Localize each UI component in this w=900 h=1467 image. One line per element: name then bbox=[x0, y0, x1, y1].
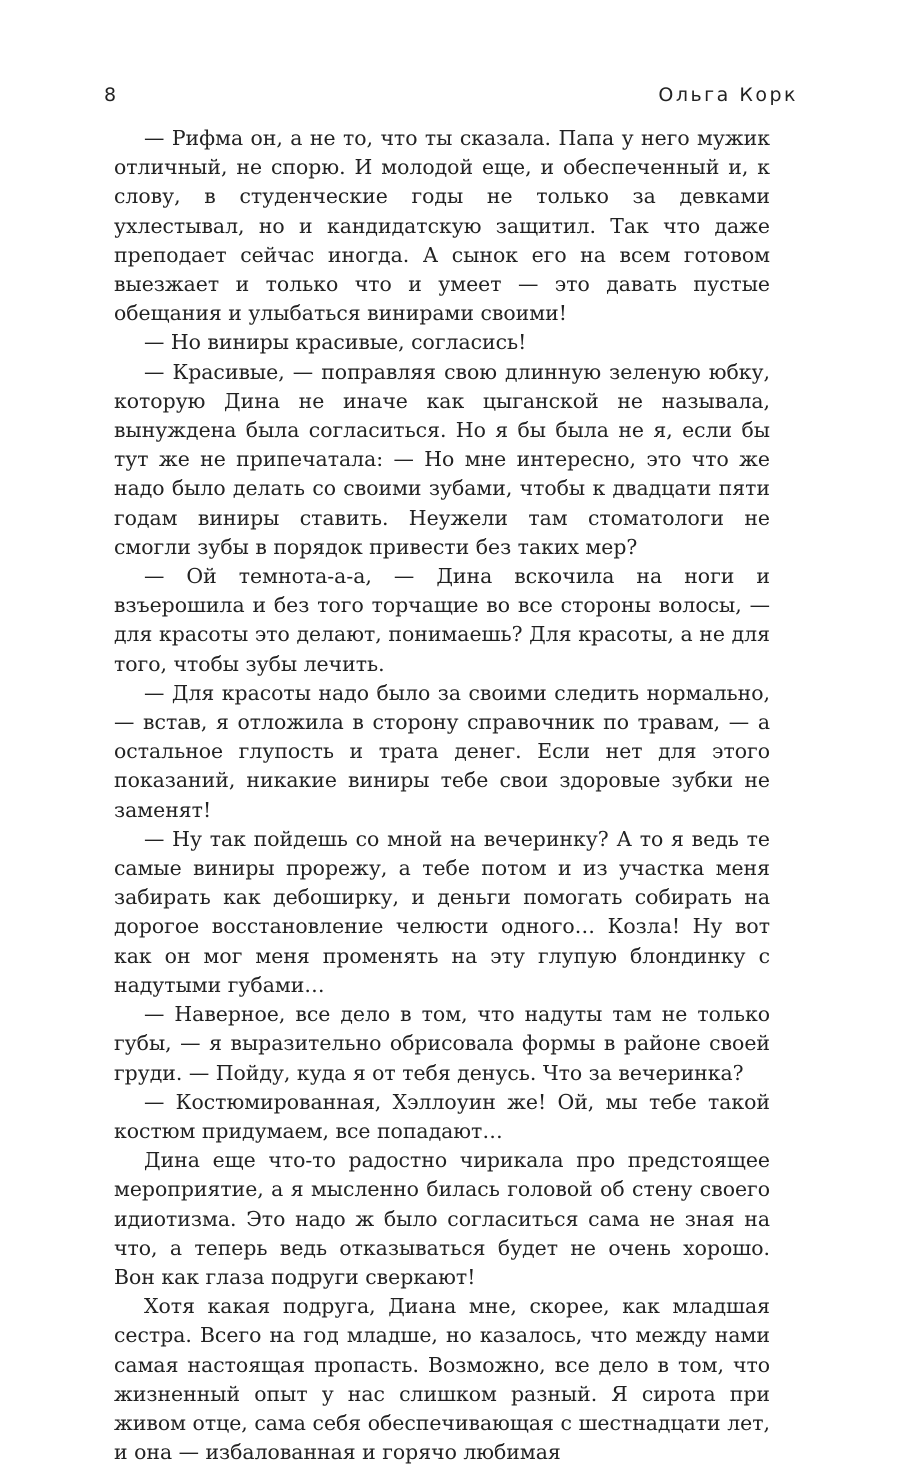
paragraph: Дина еще что-то радостно чирикала про предстоящее мероприятие, а я мысленно билась головой об стену своего идиотизма. Это надо ж было согласиться сама не зная на что, а теперь ведь отказываться будет не очень хорошо. Вон как глаза подруги сверкают! bbox=[114, 1148, 770, 1289]
paragraph: — Красивые, — поправляя свою длинную зеленую юбку, которую Дина не иначе как цыганской не называла, вынуждена была согласиться. Но я бы была не я, если бы тут же не припечатала: — Но мне интересно, это что же надо было делать со своими зубами, чтобы к двадцати пяти годам виниры ставить. Неужели там стоматологи не смогли зубы в порядок привести без таких мер? bbox=[114, 359, 770, 559]
paragraph: — Но виниры красивые, согласись! bbox=[144, 330, 527, 355]
body-text bbox=[114, 124, 770, 1467]
paragraph: — Для красоты надо было за своими следить нормально, — встав, я отложила в сторону справочник по травам, — а остальное глупость и трата денег. Если нет для этого показаний, никакие виниры тебе свои здоровые зубки не заменят! bbox=[114, 680, 770, 822]
paragraph: — Ой темнота-а-а, — Дина вскочила на ноги и взъерошила и без того торчащие во все стороны волосы, — для красоты это делают, понимаешь? Для красоты, а не для того, чтобы зубы лечить. bbox=[114, 564, 770, 676]
paragraph: — Рифма он, а не то, что ты сказала. Папа у него мужик отличный, не спорю. И молодой еще, и обеспеченный и, к слову, в студенческие годы не только за девками ухлестывал, но и кандидатскую защитил. Так что даже преподает сейчас иногда. А сынок его на всем готовом выезжает и только что и умеет — это давать пустые обещания и улыбаться винирами своими! bbox=[114, 126, 770, 326]
paragraph: — Ну так пойдешь со мной на вечеринку? А то я ведь те самые виниры прорежу, а тебе потом и из участка меня забирать как дебоширку, и деньги помогать собирать на дорогое восстановление челюсти одного… Козла! Ну вот как он мог меня променять на эту глупую блондинку с надутыми губами… bbox=[114, 826, 770, 997]
paragraph: Хотя какая подруга, Диана мне, скорее, как младшая сестра. Всего на год младше, но казалось, что между нами самая настоящая пропасть. Возможно, все дело в том, что жизненный опыт у нас слишком разный. Я сирота при живом отце, сама себя обеспечивающая с шестнадцати лет, и она — избалованная и горячо любимая bbox=[114, 1294, 770, 1465]
paragraph: — Наверное, все дело в том, что надуты там не только губы, — я выразительно обрисовала формы в районе своей груди. — Пойду, куда я от тебя денусь. Что за вечеринка? bbox=[114, 1002, 770, 1085]
page-number: 8 bbox=[104, 84, 118, 106]
paragraph: — Костюмированная, Хэллоуин же! Ой, мы тебе такой костюм придумаем, все попадают… bbox=[114, 1089, 770, 1143]
running-head-author: Ольга Корк bbox=[658, 84, 798, 106]
page-header bbox=[104, 84, 798, 110]
